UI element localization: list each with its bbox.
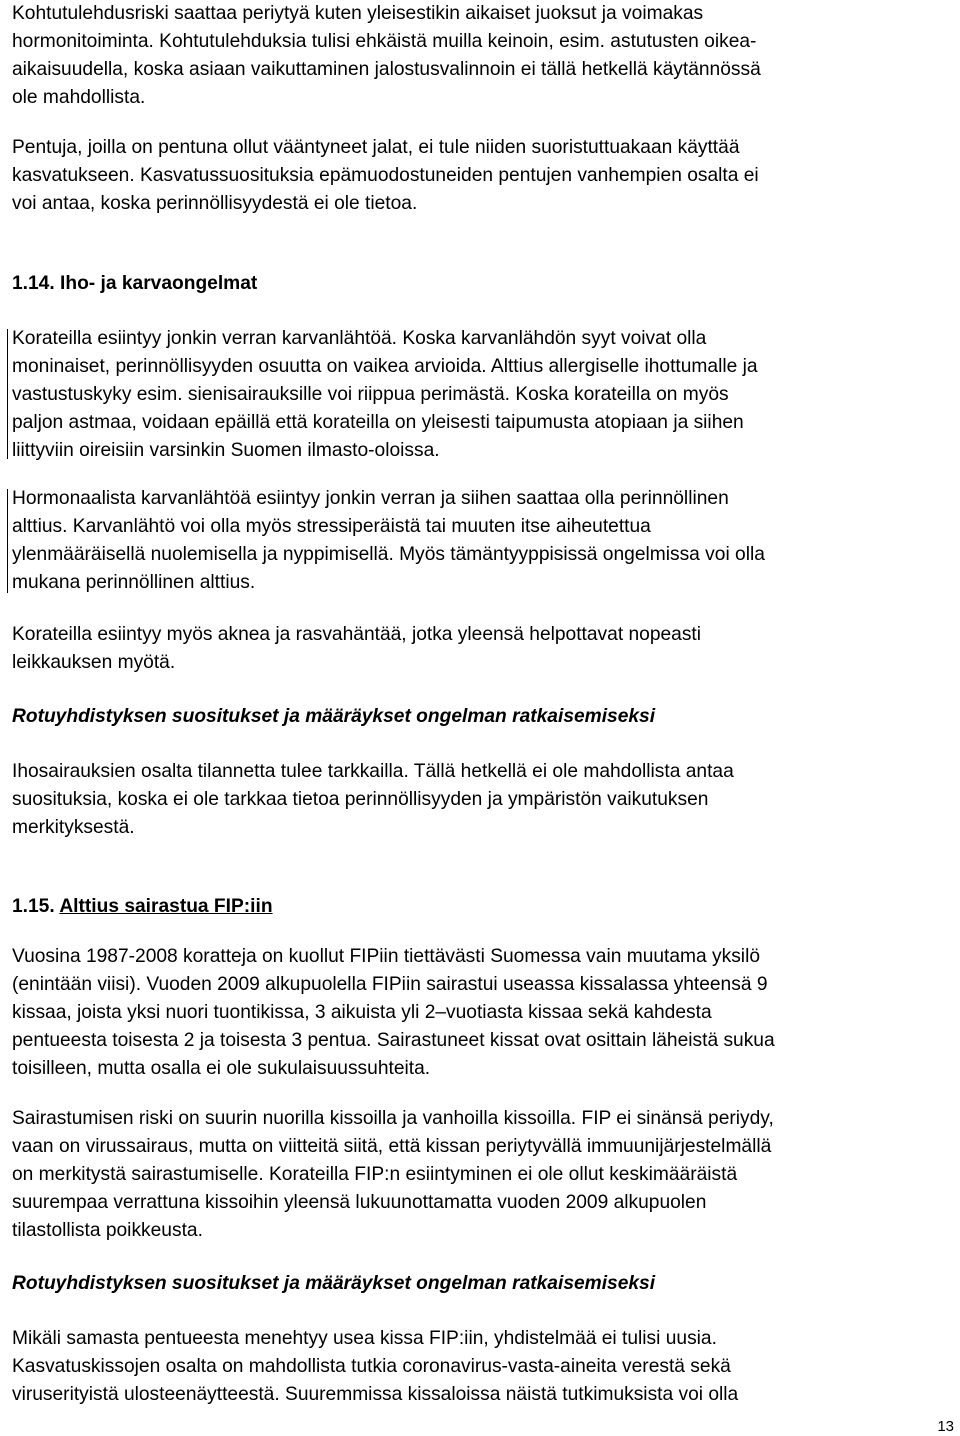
paragraph-text (12, 758, 734, 842)
text-line: Vuosina 1987-2008 koratteja on kuollut FIPiin tiettävästi Suomessa vain muutama yksilö (12, 946, 761, 967)
text-line: Kohtutulehdusriski saattaa periytyä kuten yleisestikin aikaiset juoksut ja voimakas (12, 3, 704, 24)
text-line: viruserityistä ulosteenäytteestä. Suuremmissa kissaloissa näistä tutkimuksista voi olla (12, 1384, 739, 1405)
text-line: kissaa, joista yksi nuori tuontikissa, 3 aikuista yli 2–vuotiasta kissaa sekä kahdesta (12, 1002, 712, 1023)
text-line: kasvatukseen. Kasvatussuosituksia epämuodostuneiden pentujen vanhempien osalta ei (12, 165, 759, 186)
text-line: Korateilla esiintyy jonkin verran karvanlähtöä. Koska karvanlähdön syyt voivat olla (12, 328, 707, 349)
text-line: liittyviin oireisiin varsinkin Suomen ilmasto-oloissa. (12, 440, 440, 461)
paragraph-hair-loss (12, 325, 758, 465)
paragraph-hormonal (12, 485, 765, 597)
paragraph-text (12, 325, 758, 465)
paragraph-fip-recommendation (12, 1325, 738, 1409)
text-line: Kasvatuskissojen osalta on mahdollista tutkia coronavirus-vasta-aineita verestä sekä (12, 1356, 731, 1377)
paragraph-text (12, 1105, 774, 1245)
text-line: hormonitoiminta. Kohtutulehduksia tulisi ehkäistä muilla keinoin, esim. astutusten oikea- (12, 31, 757, 52)
section-title: Iho- ja karvaongelmat (60, 273, 258, 294)
paragraph-acne (12, 621, 701, 677)
text-line: pentueesta toisesta 2 ja toisesta 3 pentua. Sairastuneet kissat ovat osittain läheistä sukua (12, 1030, 775, 1051)
text-line: aikaisuudella, koska asiaan vaikuttaminen jalostusvalinnoin ei tällä hetkellä käytännössä (12, 59, 761, 80)
text-line: Mikäli samasta pentueesta menehtyy usea kissa FIP:iin, yhdistelmää ei tulisi uusia. (12, 1328, 717, 1349)
paragraph-text (12, 621, 701, 677)
text-line: moninaiset, perinnöllisyyden osuutta on vaikea arvioida. Alttius allergiselle ihottumalle ja (12, 356, 758, 377)
paragraph-text (12, 0, 761, 112)
text-line: Pentuja, joilla on pentuna ollut vääntyneet jalat, ei tule niiden suoristuttuakaan käyttää (12, 137, 740, 158)
paragraph-endometritis (12, 0, 761, 112)
recommendation-heading-2 (12, 1270, 655, 1298)
section-heading-1-15 (12, 893, 273, 921)
paragraph-text (12, 134, 759, 218)
text-line: toisilleen, mutta osalla ei ole sukulaisuussuhteita. (12, 1058, 431, 1079)
text-line: paljon astmaa, voidaan epäillä että korateilla on yleisesti taipumusta atopiaan ja siihen (12, 412, 744, 433)
recommendation-heading-1 (12, 703, 655, 731)
section-title: Alttius sairastua FIP:iin (59, 896, 273, 917)
text-line: (enintään viisi). Vuoden 2009 alkupuolella FIPiin sairastui useassa kissalassa yhteensä 9 (12, 974, 768, 995)
text-line: alttius. Karvanlähtö voi olla myös stressiperäistä tai muuten itse aiheutettua (12, 516, 651, 537)
text-line: tilastollista poikkeusta. (12, 1220, 203, 1241)
text-line: Hormonaalista karvanlähtöä esiintyy jonkin verran ja siihen saattaa olla perinnöllinen (12, 488, 729, 509)
text-line: on merkitystä sairastumiselle. Korateilla FIP:n esiintyminen ei ole ollut keskimääräistä (12, 1164, 738, 1185)
text-line: Korateilla esiintyy myös aknea ja rasvahäntää, jotka yleensä helpottavat nopeasti (12, 624, 702, 645)
text-line: Ihosairauksien osalta tilannetta tulee tarkkailla. Tällä hetkellä ei ole mahdollista antaa (12, 761, 734, 782)
page-number: 13 (937, 1418, 954, 1435)
change-bar (7, 489, 8, 593)
text-line: ole mahdollista. (12, 87, 146, 108)
paragraph-fip-risk (12, 1105, 774, 1245)
text-line: vastustuskyky esim. sienisairauksille voi riippua perimästä. Koska korateilla on myös (12, 384, 729, 405)
paragraph-bent-legs (12, 134, 759, 218)
paragraph-fip-history (12, 943, 775, 1083)
text-line: Sairastumisen riski on suurin nuorilla kissoilla ja vanhoilla kissoilla. FIP ei sinänsä periydy, (12, 1108, 774, 1129)
recommendation-heading-text: Rotuyhdistyksen suositukset ja määräykset ongelman ratkaisemiseksi (12, 706, 656, 727)
text-line: suurempaa verrattuna kissoihin yleensä lukuunottamatta vuoden 2009 alkupuolen (12, 1192, 707, 1213)
text-line: merkityksestä. (12, 817, 135, 838)
text-line: vaan on virussairaus, mutta on viitteitä siitä, että kissan periytyvällä immuunijärjestelmällä (12, 1136, 772, 1157)
text-line: ylenmääräisellä nuolemisella ja nyppimisellä. Myös tämäntyyppisissä ongelmissa voi olla (12, 544, 765, 565)
text-line: voi antaa, koska perinnöllisyydestä ei ole tietoa. (12, 193, 418, 214)
section-number: 1.14. (12, 273, 55, 294)
paragraph-text (12, 943, 775, 1083)
paragraph-text (12, 1325, 738, 1409)
text-line: mukana perinnöllinen alttius. (12, 572, 256, 593)
change-bar (7, 329, 8, 459)
section-heading-1-14 (12, 270, 257, 298)
text-line: suosituksia, koska ei ole tarkkaa tietoa perinnöllisyyden ja ympäristön vaikutuksen (12, 789, 709, 810)
paragraph-text (12, 485, 765, 597)
paragraph-skin-diseases (12, 758, 734, 842)
section-number: 1.15. (12, 896, 55, 917)
text-line: leikkauksen myötä. (12, 652, 176, 673)
recommendation-heading-text: Rotuyhdistyksen suositukset ja määräykset ongelman ratkaisemiseksi (12, 1273, 656, 1294)
